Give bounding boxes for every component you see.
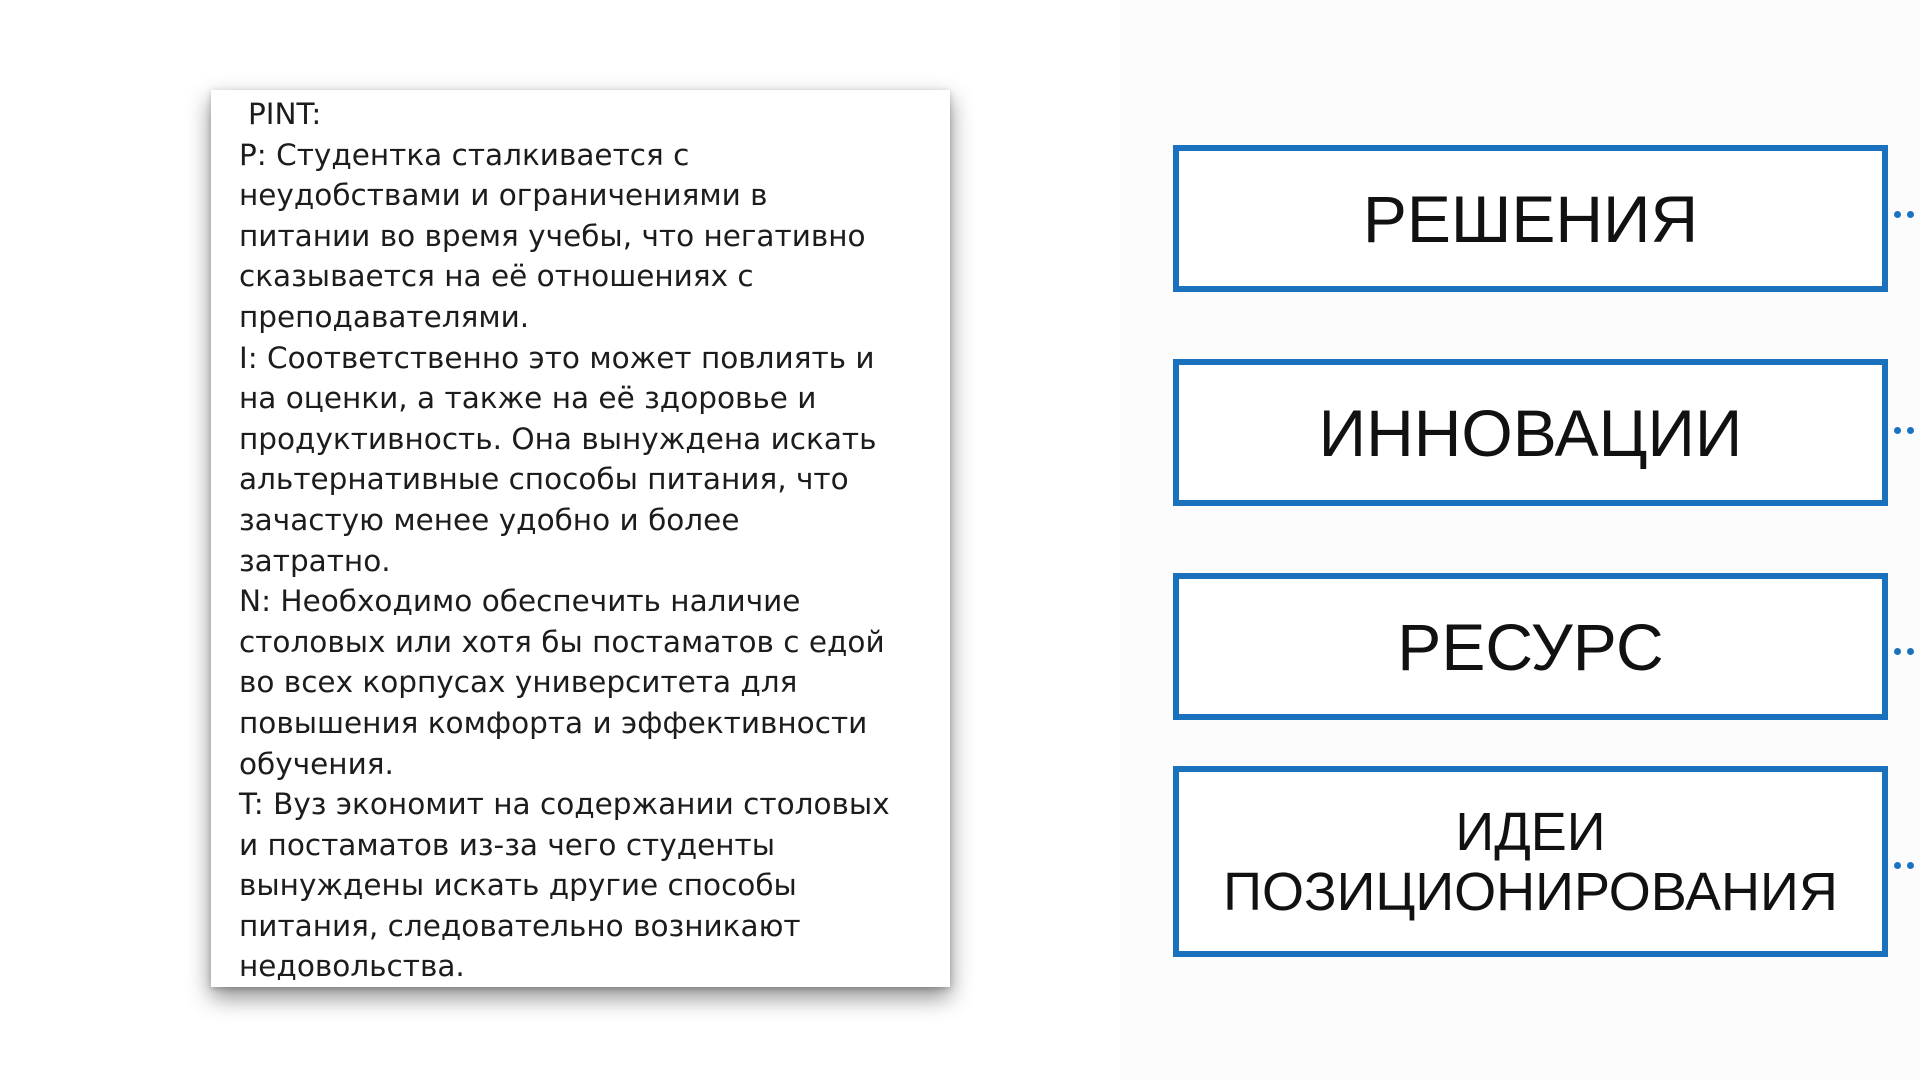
resource-box — [1173, 573, 1888, 720]
innovations-box-label: ИННОВАЦИИ — [1318, 395, 1743, 470]
pint-title: PINT: — [248, 97, 322, 131]
connector-dots-icon — [1894, 211, 1920, 221]
solutions-box — [1173, 145, 1888, 292]
solutions-box-label: РЕШЕНИЯ — [1362, 181, 1699, 256]
pint-need-text: N: Необходимо обеспечить наличие столовых или хотя бы постаматов с едой во всех корпусах университета для повышения комфорта и эффективности обучения. — [239, 584, 885, 781]
pint-problem-text: P: Студентка сталкивается с неудобствами и ограничениями в питании во время учебы, что негативно сказывается на её отношениях с преподавателями. — [239, 137, 866, 334]
positioning-ideas-box — [1173, 766, 1888, 957]
connector-dots-icon — [1894, 862, 1920, 872]
resource-box-label: РЕСУРС — [1397, 609, 1664, 684]
innovations-box — [1173, 359, 1888, 506]
pint-trigger-text: T: Вуз экономит на содержании столовых и постаматов из-за чего студенты вынуждены искать другие способы питания, следовательно возникают недовольства. — [239, 787, 890, 984]
pint-impact-text: I: Соответственно это может повлиять и на оценки, а также на её здоровье и продуктивность. Она вынуждена искать альтернативные способы питания, что зачастую менее удобно и более затратно. — [239, 340, 877, 578]
connector-dots-icon — [1894, 427, 1920, 437]
connector-dots-icon — [1894, 648, 1920, 658]
positioning-ideas-box-label: ИДЕИ ПОЗИЦИОНИРОВАНИЯ — [1223, 801, 1838, 922]
pint-note-card — [211, 90, 950, 987]
